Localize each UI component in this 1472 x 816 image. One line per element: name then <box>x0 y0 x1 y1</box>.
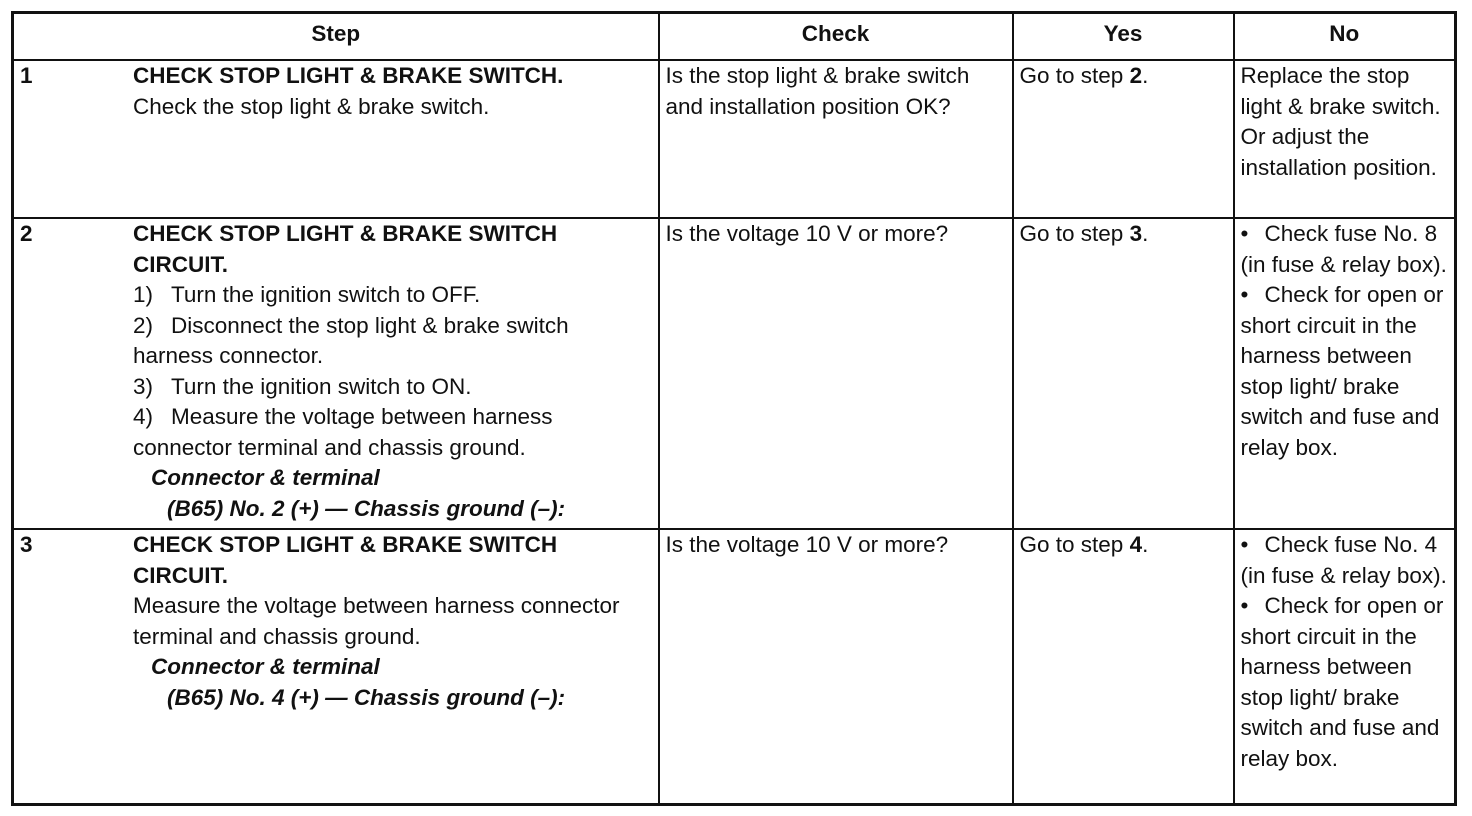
yes-cell <box>1013 529 1234 805</box>
procedure-item <box>133 311 654 372</box>
procedure-item <box>133 372 654 403</box>
yes-cell <box>1013 60 1234 218</box>
no-cell <box>1234 218 1456 529</box>
connector-label: Connector & terminal <box>151 465 380 490</box>
header-no: No <box>1234 13 1456 61</box>
check-cell: Is the voltage 10 V or more? <box>659 529 1013 805</box>
header-step: Step <box>13 13 659 61</box>
bullet-text: Check for open or short circuit in the harness between stop light/ brake switch and fuse and relay box. <box>1240 282 1444 460</box>
bullet-glyph: • <box>1240 221 1249 246</box>
item-text: Disconnect the stop light & brake switch harness connector. <box>133 312 569 368</box>
no-bullet <box>1241 219 1449 280</box>
step-description: Measure the voltage between harness connector terminal and chassis ground. <box>133 593 620 649</box>
diagnostic-table <box>11 11 1457 806</box>
connector-value: (B65) No. 4 (+) — Chassis ground (–): <box>167 684 566 710</box>
yes-text: Go to step <box>1019 63 1130 88</box>
check-cell: Is the voltage 10 V or more? <box>659 218 1013 529</box>
item-number: 1) <box>133 282 154 307</box>
header-check: Check <box>659 13 1013 61</box>
step-cell <box>13 218 659 529</box>
no-bullet <box>1241 591 1449 774</box>
connector-label: Connector & terminal <box>151 654 380 679</box>
yes-step-number: 3 <box>1129 221 1143 246</box>
no-bullet <box>1241 530 1449 591</box>
step-number: 3 <box>20 532 33 557</box>
item-number: 4) <box>133 404 154 429</box>
no-cell: Replace the stop light & brake switch. Or adjust the installation position. <box>1234 60 1456 218</box>
procedure-item <box>133 280 654 311</box>
step-number: 2 <box>20 221 33 246</box>
table-row <box>13 529 1456 805</box>
table-row <box>13 218 1456 529</box>
item-text: Turn the ignition switch to ON. <box>171 373 472 399</box>
yes-suffix: . <box>1142 63 1149 88</box>
header-yes: Yes <box>1013 13 1234 61</box>
header-row <box>13 13 1456 61</box>
step-cell <box>13 529 659 805</box>
step-description: Check the stop light & brake switch. <box>133 93 490 119</box>
yes-text: Go to step <box>1019 532 1130 557</box>
step-title: CHECK STOP LIGHT & BRAKE SWITCH. <box>133 63 564 88</box>
no-bullet <box>1241 280 1449 463</box>
no-cell <box>1234 529 1456 805</box>
step-cell <box>13 60 659 218</box>
connector-value: (B65) No. 2 (+) — Chassis ground (–): <box>167 495 566 521</box>
check-cell: Is the stop light & brake switch and installation position OK? <box>659 60 1013 218</box>
item-text: Turn the ignition switch to OFF. <box>171 282 481 307</box>
step-number: 1 <box>20 63 33 88</box>
yes-suffix: . <box>1142 221 1149 246</box>
table-row <box>13 60 1456 218</box>
item-text: Measure the voltage between harness connector terminal and chassis ground. <box>133 404 553 460</box>
yes-cell <box>1013 218 1234 529</box>
yes-text: Go to step <box>1019 221 1130 246</box>
bullet-glyph: • <box>1240 532 1249 557</box>
yes-step-number: 4 <box>1129 532 1143 557</box>
item-number: 3) <box>133 373 154 399</box>
bullet-text: Check for open or short circuit in the harness between stop light/ brake switch and fuse and relay box. <box>1240 593 1444 771</box>
bullet-text: Check fuse No. 4 (in fuse & relay box). <box>1240 532 1447 588</box>
yes-step-number: 2 <box>1129 63 1143 88</box>
step-title: CHECK STOP LIGHT & BRAKE SWITCH CIRCUIT. <box>133 532 558 588</box>
bullet-text: Check fuse No. 8 (in fuse & relay box). <box>1240 221 1447 277</box>
bullet-glyph: • <box>1240 282 1249 307</box>
item-number: 2) <box>133 312 154 338</box>
step-title: CHECK STOP LIGHT & BRAKE SWITCH CIRCUIT. <box>133 221 558 277</box>
procedure-item <box>133 402 654 463</box>
yes-suffix: . <box>1142 532 1149 557</box>
bullet-glyph: • <box>1240 593 1249 618</box>
